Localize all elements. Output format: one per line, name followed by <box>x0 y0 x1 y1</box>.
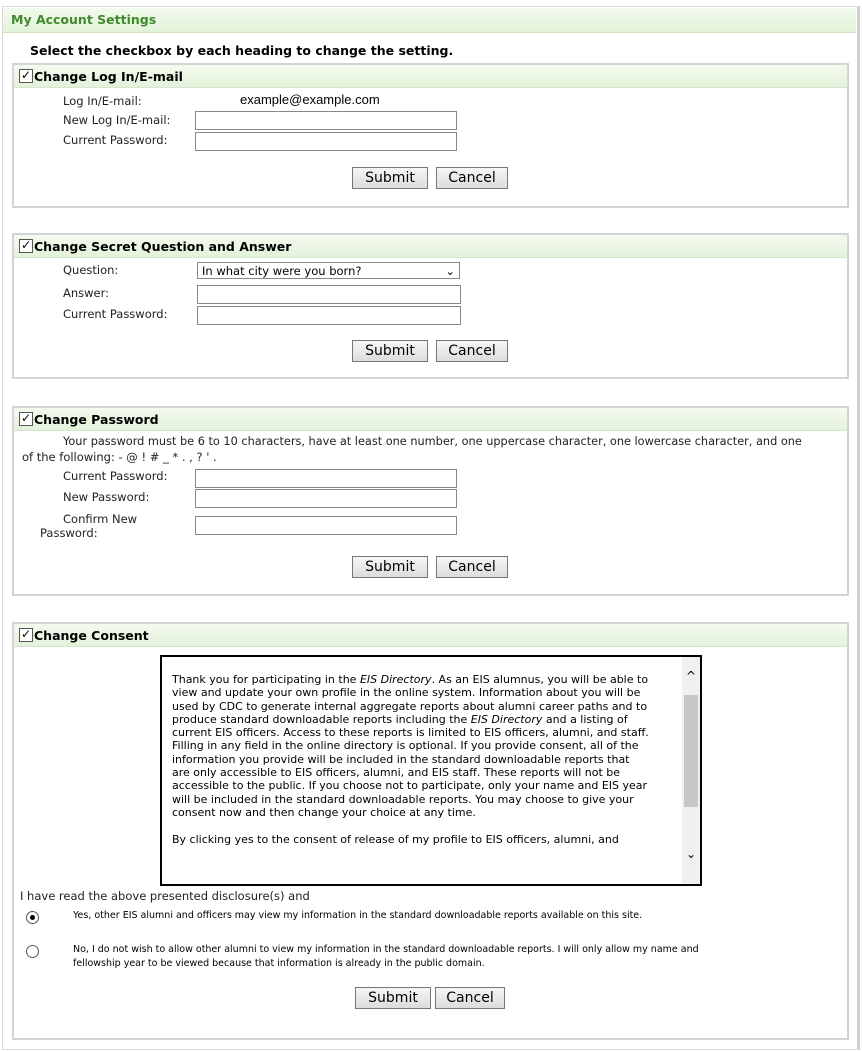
current-password-label: Current Password: <box>63 307 168 321</box>
answer-label: Answer: <box>63 286 110 300</box>
password-checkbox[interactable]: ✓ <box>20 411 32 425</box>
page-title: My Account Settings <box>11 12 157 27</box>
password-rules: Your password must be 6 to 10 characters, have at least one number, one uppercase character, one lowercase character, and one <box>63 435 802 448</box>
question-select[interactable] <box>197 262 460 279</box>
cancel-button[interactable]: Cancel <box>436 167 508 189</box>
password-rules-cont: of the following: - @ ! # _ * . , ? ' . <box>22 450 217 464</box>
disclosure-textbox[interactable] <box>160 655 702 886</box>
current-password-input[interactable] <box>195 469 457 488</box>
consent-yes-label: Yes, other EIS alumni and officers may view my information in the standard downloadable reports available on this site. <box>73 910 643 921</box>
confirm-password-label: Confirm New <box>63 512 138 526</box>
new-password-input[interactable] <box>195 489 457 508</box>
submit-button[interactable]: Submit <box>352 340 428 362</box>
submit-button[interactable]: Submit <box>355 987 431 1009</box>
cancel-button[interactable]: Cancel <box>436 340 508 362</box>
consent-no-radio[interactable] <box>26 945 39 958</box>
chevron-down-icon: ⌄ <box>445 264 455 278</box>
confirm-password-label-cont: Password: <box>40 526 98 540</box>
consent-yes-radio[interactable] <box>26 911 39 924</box>
new-password-label: New Password: <box>63 490 150 504</box>
section-heading: Change Password <box>34 412 159 427</box>
new-email-label: New Log In/E-mail: <box>63 113 171 127</box>
page-header <box>3 8 856 33</box>
section-heading: Change Secret Question and Answer <box>34 239 292 254</box>
current-password-input[interactable] <box>197 306 461 325</box>
consent-no-label-cont: fellowship year to be viewed because that information is already in the public domain. <box>73 958 485 969</box>
scrollbar-thumb[interactable] <box>684 695 698 807</box>
new-email-input[interactable] <box>195 111 457 130</box>
cancel-button[interactable]: Cancel <box>436 556 508 578</box>
consent-checkbox[interactable]: ✓ <box>20 627 32 641</box>
consent-no-label: No, I do not wish to allow other alumni to view my information in the standard downloadable reports. I will only allow my name and <box>73 944 699 955</box>
instructions: Select the checkbox by each heading to change the setting. <box>30 43 454 58</box>
submit-button[interactable]: Submit <box>352 167 428 189</box>
current-password-input[interactable] <box>195 132 457 151</box>
login-checkbox[interactable]: ✓ <box>20 68 32 82</box>
section-heading: Change Log In/E-mail <box>34 69 183 84</box>
email-value: example@example.com <box>240 92 380 107</box>
question-label: Question: <box>63 263 119 277</box>
email-label: Log In/E-mail: <box>63 94 142 108</box>
disclosure-text: Thank you for participating in the EIS Directory. As an EIS alumnus, you will be able to view and update your own profile in the online system. Information about you will be used by CDC to generate internal aggregate reports about alumni career paths and to produce standard downloadable reports including the EIS Directory and a listing of current EIS officers. Access to these reports is limited to EIS officers, alumni, and staff. Filling in any field in the online directory is optional. If you provide consent, all of the information you provide will be included in the standard downloadable reports that are only accessible to EIS officers, alumni, and EIS staff. These reports will not be accessible to the public. If you choose not to participate, only your name and EIS year will be included in the standard downloadable reports. You may choose to give your consent now and then change your choice at any time. By clicking yes to the consent of release of my profile to EIS officers, alumni, and <box>172 673 649 846</box>
answer-input[interactable] <box>197 285 461 304</box>
scrollbar[interactable] <box>682 657 700 884</box>
scroll-down-icon[interactable]: ⌄ <box>685 847 697 861</box>
current-password-label: Current Password: <box>63 469 168 483</box>
disclosure-read-label: I have read the above presented disclosure(s) and <box>20 889 310 903</box>
confirm-password-input[interactable] <box>195 516 457 535</box>
current-password-label: Current Password: <box>63 133 168 147</box>
scroll-up-icon[interactable]: ^ <box>685 669 697 683</box>
question-value: In what city were you born? <box>202 264 362 278</box>
section-heading: Change Consent <box>34 628 149 643</box>
cancel-button[interactable]: Cancel <box>435 987 505 1009</box>
submit-button[interactable]: Submit <box>352 556 428 578</box>
secret-checkbox[interactable]: ✓ <box>20 238 32 252</box>
